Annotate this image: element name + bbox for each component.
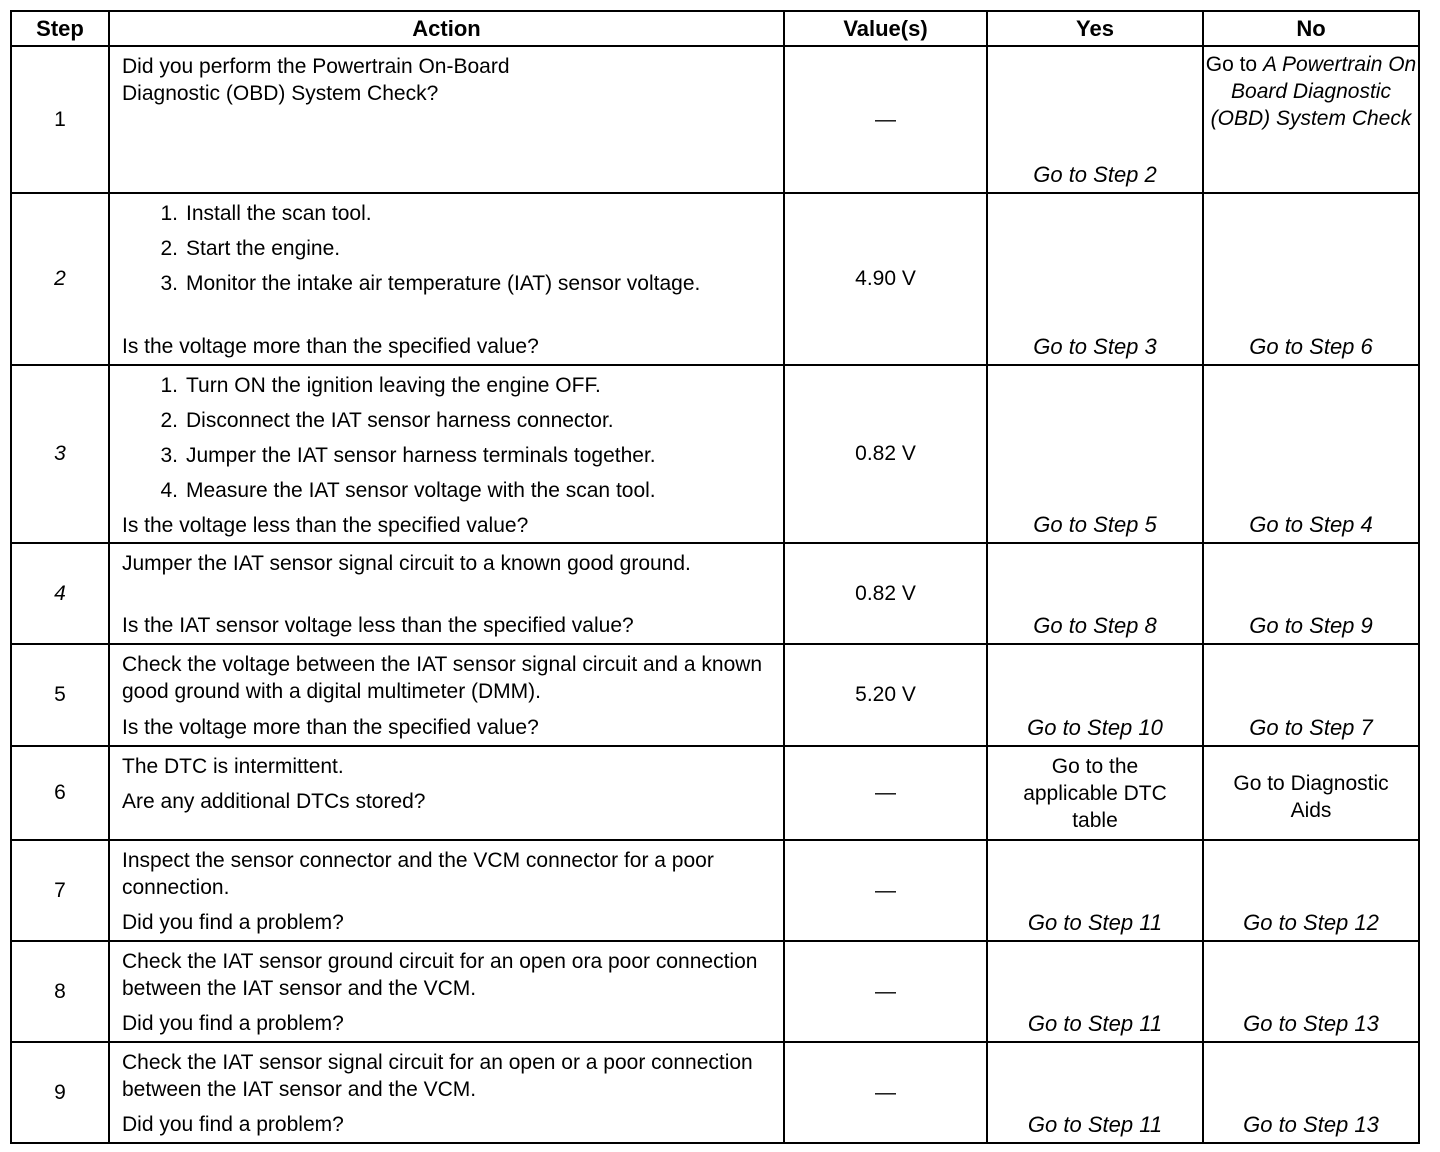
action-list [122,372,773,512]
yes-link[interactable]: Go to Step 11 [1027,910,1163,935]
no-cell [1203,746,1419,840]
no-link[interactable]: Go to Step 12 [1243,910,1379,935]
action-text: Did you perform the Powertrain On-Board Diagnostic (OBD) System Check? [122,55,510,105]
step-number: 9 [11,1042,109,1143]
header-row [11,11,1419,46]
action-text: Jumper the IAT sensor signal circuit to a known good ground. [122,552,691,575]
action-text: Check the IAT sensor ground circuit for an open ora poor connection between the IAT sensor and the VCM. [122,950,758,1000]
action-cell [109,840,784,941]
yes-link[interactable]: Go to Step 10 [1027,715,1163,740]
no-link[interactable] [1204,51,1418,132]
action-question: Did you find a problem? [122,1012,344,1035]
table-row [11,46,1419,193]
step-number: 5 [11,644,109,746]
yes-link[interactable]: Go to Step 8 [1033,613,1157,638]
yes-cell [987,543,1203,644]
header-action: Action [109,11,784,46]
no-cell [1203,543,1419,644]
action-cell [109,1042,784,1143]
header-step: Step [11,11,109,46]
value-cell: 0.82 V [784,543,987,644]
no-cell [1203,840,1419,941]
no-cell [1203,365,1419,543]
step-number: 1 [11,46,109,193]
action-question: Is the voltage less than the specified value? [122,514,529,537]
yes-cell [987,941,1203,1042]
no-cell [1203,193,1419,365]
yes-cell [987,365,1203,543]
table-row [11,941,1419,1042]
step-number: 3 [11,365,109,543]
no-cell [1203,1042,1419,1143]
yes-cell [987,1042,1203,1143]
header-yes: Yes [987,11,1203,46]
no-link[interactable]: Go to Step 6 [1249,334,1373,359]
header-values: Value(s) [784,11,987,46]
list-item: 3. Monitor the intake air temperature (IAT) sensor voltage. [160,272,701,295]
yes-link[interactable]: Go to Step 5 [1033,512,1157,537]
table-row [11,746,1419,840]
table-row [11,1042,1419,1143]
no-link[interactable]: Go to Step 13 [1243,1112,1379,1137]
action-question: Is the voltage more than the specified value? [122,716,539,739]
yes-link[interactable]: Go to the applicable DTC table [1023,754,1167,832]
step-number: 8 [11,941,109,1042]
step-number: 7 [11,840,109,941]
list-item: 1. Turn ON the ignition leaving the engine OFF. [160,374,601,397]
no-link[interactable]: Go to Step 9 [1249,613,1373,638]
action-text: Check the IAT sensor signal circuit for an open or a poor connection between the IAT sensor and the VCM. [122,1051,753,1101]
no-prefix: Go to [1205,53,1258,76]
no-target: A Powertrain On Board Diagnostic (OBD) System Check [1210,53,1417,130]
value-cell: 0.82 V [784,365,987,543]
action-cell [109,365,784,543]
yes-cell [987,644,1203,746]
header-no: No [1203,11,1419,46]
action-text: Check the voltage between the IAT sensor signal circuit and a known good ground with a digital multimeter (DMM). [122,653,763,703]
value-cell: 4.90 V [784,193,987,365]
action-text: The DTC is intermittent. [122,755,344,778]
action-cell [109,543,784,644]
yes-cell [987,46,1203,193]
table-row [11,840,1419,941]
table-row [11,644,1419,746]
no-link[interactable]: Go to Step 13 [1243,1011,1379,1036]
action-list [122,200,773,305]
table-row [11,365,1419,543]
list-item: 4. Measure the IAT sensor voltage with the scan tool. [160,479,656,502]
action-question: Is the IAT sensor voltage less than the specified value? [122,614,634,637]
no-cell [1203,941,1419,1042]
action-cell [109,746,784,840]
step-number: 6 [11,746,109,840]
step-number: 4 [11,543,109,644]
table-row [11,193,1419,365]
value-cell: — [784,941,987,1042]
no-cell [1203,644,1419,746]
value-cell: 5.20 V [784,644,987,746]
action-cell [109,941,784,1042]
action-question: Did you find a problem? [122,1113,344,1136]
yes-cell [987,840,1203,941]
yes-link[interactable]: Go to Step 2 [1033,162,1157,187]
list-item: 3. Jumper the IAT sensor harness terminals together. [160,444,656,467]
yes-link[interactable]: Go to Step 11 [1027,1011,1163,1036]
no-cell [1203,46,1419,193]
list-item: 1. Install the scan tool. [160,202,372,225]
value-cell: — [784,840,987,941]
diagnostic-table [10,10,1420,1144]
action-cell [109,46,784,193]
list-item: 2. Disconnect the IAT sensor harness connector. [160,409,614,432]
action-cell [109,193,784,365]
value-cell: — [784,1042,987,1143]
no-link[interactable]: Go to Step 4 [1249,512,1373,537]
action-question: Are any additional DTCs stored? [122,790,426,813]
action-text: Inspect the sensor connector and the VCM connector for a poor connection. [122,849,714,899]
yes-cell [987,193,1203,365]
step-number: 2 [11,193,109,365]
action-cell [109,644,784,746]
action-question: Did you find a problem? [122,911,344,934]
action-question: Is the voltage more than the specified value? [122,335,539,358]
no-link[interactable]: Go to Step 7 [1249,715,1373,740]
value-cell: — [784,746,987,840]
value-cell: — [784,46,987,193]
yes-cell [987,746,1203,840]
no-link[interactable]: Go to Diagnostic Aids [1233,772,1389,822]
table-row [11,543,1419,644]
list-item: 2. Start the engine. [160,237,341,260]
yes-link[interactable]: Go to Step 3 [1033,334,1157,359]
yes-link[interactable]: Go to Step 11 [1027,1112,1163,1137]
